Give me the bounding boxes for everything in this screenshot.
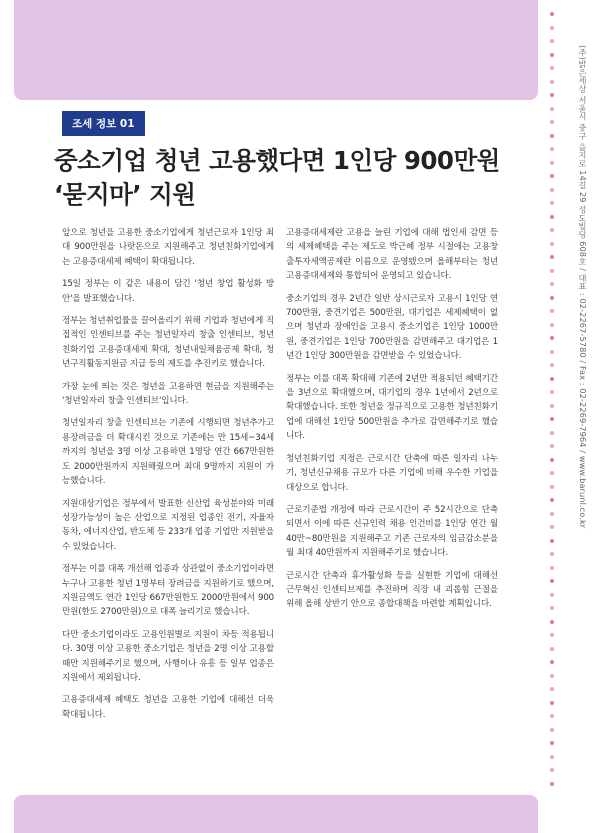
margin-dot — [550, 633, 554, 637]
margin-dot — [550, 39, 554, 43]
margin-dot — [550, 755, 554, 759]
margin-dot — [550, 701, 554, 705]
margin-dot — [550, 309, 554, 313]
paragraph: 청년친화기업 지정은 근로시간 단축에 따른 일자리 나누기, 청년신규채용 규모가 다른 기업에 비해 우수한 기업을 대상으로 합니다. — [286, 453, 498, 493]
margin-dot — [550, 323, 554, 327]
margin-dot — [550, 66, 554, 70]
paragraph: 지원대상기업은 정부에서 발표한 신산업 육성분야와 미래성장가능성이 높은 산업으로 지정된 업종인 전기, 자율자동차, 에너지산업, 반도체 등 233개 업종 기업만 지원받을 수 있었습니다. — [62, 498, 274, 552]
margin-dot — [550, 80, 554, 84]
margin-dot — [550, 242, 554, 246]
margin-dot — [550, 26, 554, 30]
margin-dot — [550, 296, 554, 300]
margin-dot — [550, 768, 554, 772]
paragraph: 정부는 이를 대폭 개선해 업종과 상관없이 중소기업이라면 누구나 고용한 청년 1명부터 장려금을 지원하기로 했으며, 지원금액도 연간 1인당 667만원한도 2000만원에서 900만원(한도 2700만원)으로 대폭 늘리기로 했습니다. — [62, 564, 274, 618]
margin-dot — [550, 566, 554, 570]
margin-dot — [550, 728, 554, 732]
publisher-contact-info: (주)밝은세상 서울시 중구 을지로 14길 29 성도빌딩 608호 / 대표 : 02-2267-5780 / Fax : 02-2269-7964 / www.barunl.co.kr — [578, 45, 588, 529]
margin-dot — [550, 147, 554, 151]
margin-dot — [550, 525, 554, 529]
margin-dot — [550, 417, 554, 421]
margin-dot — [550, 120, 554, 124]
margin-dot — [550, 552, 554, 556]
header-decor-band — [14, 0, 538, 100]
margin-dot — [550, 660, 554, 664]
paragraph: 정부는 청년취업률을 끌어올리기 위해 기업과 청년에게 직접적인 인센티브를 주는 청년일자리 창출 인센티브, 청년친화기업 고용증대세제 확대, 청년내일채움공제 확대, 청년구직활동지원금 지급 등의 제도를 추진키로 했습니다. — [62, 316, 274, 370]
margin-dot — [550, 471, 554, 475]
margin-dot — [550, 620, 554, 624]
margin-dot — [550, 714, 554, 718]
margin-dot — [550, 350, 554, 354]
margin-dot — [550, 647, 554, 651]
paragraph: 고용증대세제 혜택도 청년을 고용한 기업에 대해선 더욱 확대됩니다. — [62, 695, 274, 720]
margin-dot — [550, 215, 554, 219]
article-body-left-column — [62, 226, 274, 730]
margin-dot — [550, 485, 554, 489]
margin-dot — [550, 363, 554, 367]
margin-dot — [550, 431, 554, 435]
margin-dot — [550, 458, 554, 462]
article-body-right-column — [286, 226, 498, 620]
margin-dot — [550, 107, 554, 111]
paragraph: 고용증대세제란 고용을 늘린 기업에 대해 법인세 감면 등의 세제혜택을 주는 제도로 박근혜 정부 시절에는 고용창출투자세액공제란 이름으로 운영됐으며 올해부터는 청년고용증대세제와 통합되어 운영되고 있습니다. — [286, 228, 498, 282]
footer-decor-band — [14, 795, 538, 833]
article-title-line-2: ‘묻지마’ 지원 — [54, 180, 196, 209]
paragraph: 근로시간 단축과 휴가활성화 등을 실현한 기업에 대해선 근무혁신 인센티브제를 추진하며 직장 내 괴롭힘 근절을 위해 올해 상반기 안으로 종합대책을 마련할 계획입니다. — [286, 570, 498, 610]
article-title-line-1: 중소기업 청년 고용했다면 1인당 900만원 — [54, 146, 500, 175]
margin-dot — [550, 741, 554, 745]
margin-dot — [550, 336, 554, 340]
margin-dot — [550, 201, 554, 205]
section-badge: 조세 정보 01 — [62, 111, 145, 136]
paragraph: 다만 중소기업이라도 고용인원별로 지원이 차등 적용됩니다. 30명 이상 고용한 중소기업은 청년을 2명 이상 고용할 때만 지원해주기로 했으며, 사행이나 유흥 등 일부 업종은 지원에서 제외됩니다. — [62, 629, 274, 683]
paragraph: 정부는 이를 대폭 확대해 기존에 2년만 적용되던 혜택기간을 3년으로 확대했으며, 대기업의 경우 1년에서 2년으로 확대했습니다. 또한 청년을 정규직으로 고용한 청년친화기업에 대해선 1인당 500만원을 추가로 감면해주기로 했습니다. — [286, 373, 498, 442]
margin-dot — [550, 444, 554, 448]
margin-dot — [550, 377, 554, 381]
margin-dot — [550, 593, 554, 597]
margin-dot — [550, 687, 554, 691]
paragraph: 앞으로 청년을 고용한 중소기업에게 청년근로자 1인당 최대 900만원을 나랏돈으로 지원해주고 청년친화기업에게는 고용증대세제 혜택이 확대됩니다. — [62, 228, 274, 267]
dotted-margin-decoration — [550, 12, 558, 786]
paragraph: 15일 정부는 이 같은 내용이 담긴 '청년 창업 활성화 방안'을 발표했습니다. — [62, 279, 274, 304]
paragraph: 가장 눈에 띄는 것은 청년을 고용하면 현금을 지원해주는 '청년일자리 창출 인센티브'입니다. — [62, 381, 274, 407]
margin-dot — [550, 255, 554, 259]
margin-dot — [550, 12, 554, 16]
margin-dot — [550, 53, 554, 57]
margin-dot — [550, 282, 554, 286]
margin-dot — [550, 134, 554, 138]
paragraph: 청년일자리 창출 인센티브는 기존에 시행되면 청년추가고용장려금을 더 확대시킨 것으로 기존에는 만 15세~34세까지의 청년을 3명 이상 고용하면 1명당 연간 667만원한도 2000만원까지 지원해줬으며 최대 9명까지 지원이 가능했습니다. — [62, 418, 274, 487]
margin-dot — [550, 579, 554, 583]
margin-dot — [550, 498, 554, 502]
paragraph: 근로기준법 개정에 따라 근로시간이 주 52시간으로 단축되면서 이에 따른 신규인력 채용 인건비를 1인당 연간 월 40만~80만원을 지원해주고 기존 근로자의 임금감소분을 월 최대 40만원까지 지원해주기로 했습니다. — [286, 504, 498, 559]
margin-dot — [550, 188, 554, 192]
margin-dot — [550, 782, 554, 786]
paragraph: 중소기업의 경우 2년간 일반 상시근로자 고용시 1인당 연 700만원, 중견기업은 500만원, 대기업은 세제혜택이 없으며 청년과 장애인을 고용시 중소기업은 1인당 1000만원, 중견기업은 1인당 700만원을 감면해주고 대기업은 1년간 1인당 300만원을 감면받을 수 있었습니다. — [286, 293, 498, 362]
margin-dot — [550, 269, 554, 273]
margin-dot — [550, 390, 554, 394]
margin-dot — [550, 539, 554, 543]
margin-dot — [550, 606, 554, 610]
margin-dot — [550, 404, 554, 408]
margin-dot — [550, 512, 554, 516]
margin-dot — [550, 93, 554, 97]
margin-dot — [550, 228, 554, 232]
margin-dot — [550, 174, 554, 178]
margin-dot — [550, 161, 554, 165]
margin-dot — [550, 674, 554, 678]
